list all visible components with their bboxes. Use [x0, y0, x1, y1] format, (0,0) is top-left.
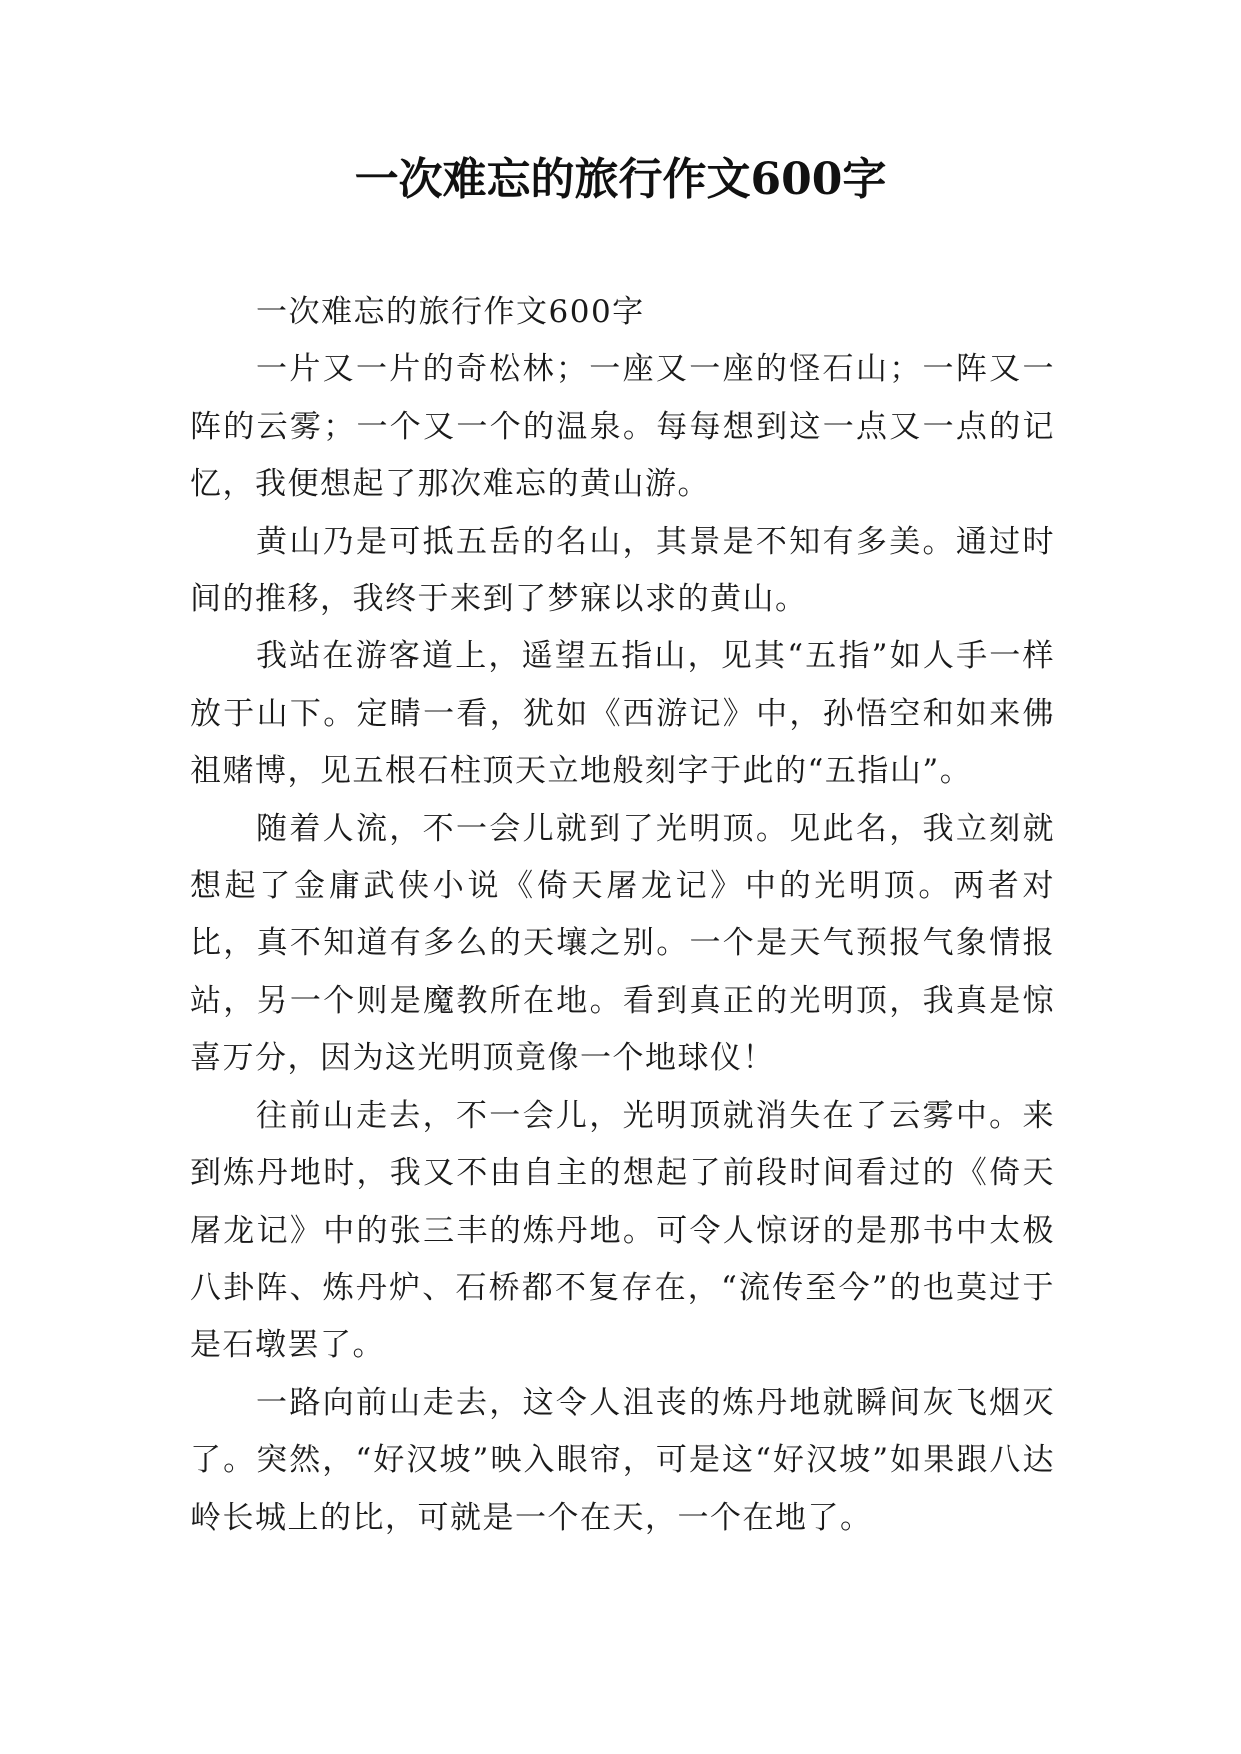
- paragraph: 一片又一片的奇松林；一座又一座的怪石山；一阵又一阵的云雾；一个又一个的温泉。每每想到这一点又一点的记忆，我便想起了那次难忘的黄山游。: [190, 351, 1055, 503]
- paragraph: 我站在游客道上，遥望五指山，见其“五指”如人手一样放于山下。定睛一看，犹如《西游记》中，孙悟空和如来佛祖赌博，见五根石柱顶天立地般刻字于此的“五指山”。: [190, 638, 1055, 790]
- paragraph: 往前山走去，不一会儿，光明顶就消失在了云雾中。来到炼丹地时，我又不由自主的想起了前段时间看过的《倚天屠龙记》中的张三丰的炼丹地。可令人惊讶的是那书中太极八卦阵、炼丹炉、石桥都不复存在，“流传至今”的也莫过于是石墩罢了。: [190, 1097, 1055, 1364]
- document-title: 一次难忘的旅行作文600字: [354, 154, 887, 205]
- document-body: [190, 284, 1055, 1547]
- paragraph: 黄山乃是可抵五岳的名山，其景是不知有多美。通过时间的推移，我终于来到了梦寐以求的黄山。: [190, 523, 1055, 618]
- paragraph: 一路向前山走去，这令人沮丧的炼丹地就瞬间灰飞烟灭了。突然，“好汉坡”映入眼帘，可是这“好汉坡”如果跟八达岭长城上的比，可就是一个在天，一个在地了。: [190, 1384, 1055, 1536]
- paragraph: 随着人流，不一会儿就到了光明顶。见此名，我立刻就想起了金庸武侠小说《倚天屠龙记》中的光明顶。两者对比，真不知道有多么的天壤之别。一个是天气预报气象情报站，另一个则是魔教所在地。看到真正的光明顶，我真是惊喜万分，因为这光明顶竟像一个地球仪！: [190, 810, 1055, 1077]
- paragraph-subtitle: 一次难忘的旅行作文600字: [256, 294, 645, 330]
